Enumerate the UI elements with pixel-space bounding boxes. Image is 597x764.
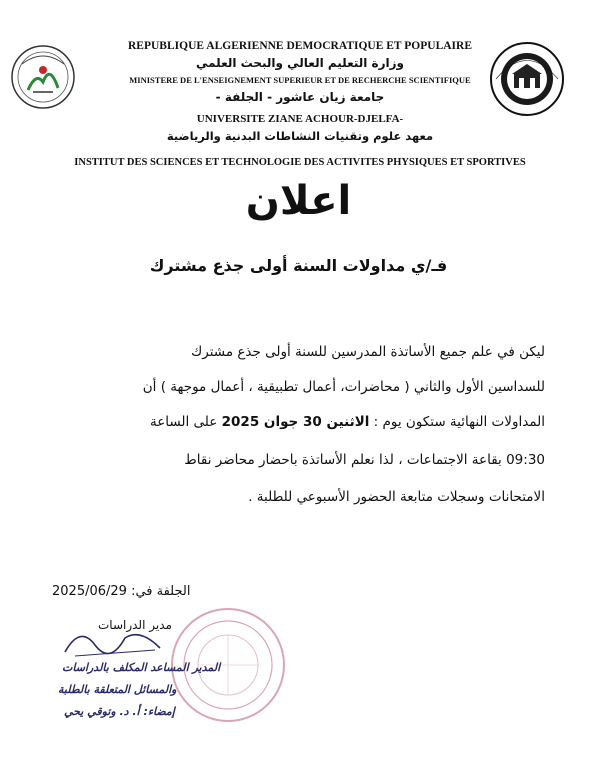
director-label: مدير الدراسات (98, 618, 172, 632)
header-ministry-fr: MINISTERE DE L'ENSEIGNEMENT SUPERIEUR ET DE RECHERCHE SCIENTIFIQUE (129, 75, 471, 85)
signature-line-2: والمسائل المتعلقة بالطلبة (58, 683, 177, 696)
signature-line-3: إمضاء: أ. د. وتوقي يحي (64, 705, 175, 718)
document-date: 2025/06/29 (52, 584, 127, 599)
announcement-subtitle: فـ/ي مداولات السنة أولى جذع مشترك (149, 256, 448, 275)
signature-line-1: المدير المساعد المكلف بالدراسات (62, 661, 221, 674)
header-university-ar: جامعة زيان عاشور - الجلفة - (215, 90, 385, 104)
place-date (52, 584, 190, 599)
institute-logo (8, 42, 78, 112)
place-label: الجلفة في: (131, 584, 191, 599)
body-line-3-start: المداولات النهائية ستكون يوم : (369, 414, 545, 430)
header-university-fr: UNIVERSITE ZIANE ACHOUR-DJELFA- (196, 113, 404, 125)
announcement-title: اعلان (245, 178, 352, 224)
header-republic-fr: REPUBLIQUE ALGERIENNE DEMOCRATIQUE ET POPULAIRE (128, 40, 472, 52)
body-line-5: الامتحانات وسجلات متابعة الحضور الأسبوعي للطلبة . (248, 489, 545, 505)
body-line-1: ليكن في علم جميع الأساتذة المدرسين للسنة أولى جذع مشترك (191, 344, 545, 360)
body-line-4: 09:30 بقاعة الاجتماعات ، لذا نعلم الأساتذة باحضار محاضر نقاط (184, 452, 545, 468)
body-line-3 (150, 414, 545, 430)
header-institute-fr: INSTITUT DES SCIENCES ET TECHNOLOGIE DES ACTIVITES PHYSIQUES ET SPORTIVES (74, 157, 526, 168)
handwritten-signature (60, 620, 170, 660)
deliberation-date: الاثنين 30 جوان 2025 (221, 414, 370, 430)
header-ministry-ar: وزارة التعليم العالي والبحث العلمي (195, 56, 405, 70)
body-line-3-end: على الساعة (149, 414, 222, 430)
header-institute-ar: معهد علوم وتقنيات النشاطات البدنية والرياضية (166, 129, 434, 143)
body-line-2: للسداسين الأول والثاني ( محاضرات، أعمال تطبيقية ، أعمال موجهة ) أن (142, 379, 545, 395)
